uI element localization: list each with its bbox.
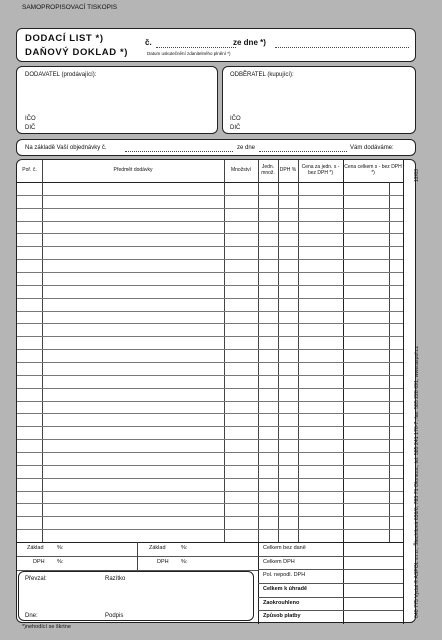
pct-label-1: %: — [57, 545, 64, 551]
publisher-info: 040 775 Vydal © ASPOL s.r.o., Štechtlová 636/6, 783 71 Olomouc, tel. 585 241 176-7, fax: 585 228 691, www.aspol.cz — [414, 345, 420, 618]
col-line — [224, 160, 225, 542]
order-number-field[interactable] — [125, 151, 233, 152]
vat-pct-label-1: %: — [57, 559, 64, 565]
title-box — [16, 28, 416, 62]
stamp-label: Razítko — [105, 576, 126, 582]
table-row-line — [17, 491, 403, 492]
received-by-label: Převzal: — [25, 576, 47, 582]
supplier-ico-label: IČO — [25, 116, 36, 122]
totals-label: Celkem k úhradě — [263, 586, 308, 592]
table-row-line — [17, 246, 403, 247]
table-row-line — [17, 362, 403, 363]
table-row-line — [17, 259, 403, 260]
supplier-box — [16, 66, 218, 134]
totals-row-line — [258, 610, 403, 611]
col-header-item: Předmět dodávky — [113, 167, 153, 174]
table-row-line — [17, 516, 403, 517]
table-row-line — [17, 388, 403, 389]
table-row-line — [17, 426, 403, 427]
date-note: Datum uskutečnění zdanitelného plnění *) — [147, 51, 231, 56]
footnote: *)nehodící se škrtne — [22, 624, 71, 630]
table-row-line — [17, 195, 403, 196]
col-line — [258, 160, 259, 542]
vat-pct-label-2: %: — [181, 559, 188, 565]
col-line — [278, 160, 279, 542]
table-row-line — [17, 272, 403, 273]
table-row-line — [17, 349, 403, 350]
document-number-field[interactable] — [156, 47, 236, 48]
order-date-field[interactable] — [259, 151, 347, 152]
customer-title: ODBĚRATEL (kupující): — [230, 72, 294, 78]
table-row-line — [17, 233, 403, 234]
table-row-line — [17, 439, 403, 440]
title-dodaci-list: DODACÍ LIST *) — [25, 33, 104, 44]
totals-label: Celkem bez daně — [263, 545, 306, 551]
totals-label: Způsob platby — [263, 613, 301, 620]
order-line-box — [16, 139, 416, 156]
totals-row-line — [258, 583, 403, 584]
summary-divider — [17, 542, 403, 543]
table-row-line — [17, 221, 403, 222]
col-line — [298, 160, 299, 542]
totals-row-line — [258, 556, 403, 557]
form-code: 12/03 — [414, 169, 420, 182]
customer-ico-label: IČO — [230, 116, 241, 122]
totals-label: Celkem DPH — [263, 558, 295, 565]
supplier-dic-label: DIČ — [25, 125, 36, 131]
totals-row-line — [258, 597, 403, 598]
vat-label-1: DPH — [33, 559, 45, 565]
order-prefix: Na základě Vaší objednávky č. — [25, 145, 107, 151]
col-header-total: Cena celkem s - bez DPH *) — [344, 164, 402, 176]
publisher-strip — [405, 160, 420, 624]
vat-label-2: DPH — [157, 559, 169, 565]
customer-dic-label: DIČ — [230, 125, 241, 131]
order-suffix: Vám dodáváme: — [350, 145, 394, 151]
totals-row-line — [258, 569, 403, 570]
customer-box — [222, 66, 416, 134]
date-label: ze dne *) — [233, 38, 266, 47]
table-row-line — [17, 401, 403, 402]
form-type-label: SAMOPROPISOVACÍ TISKOPIS — [22, 4, 118, 11]
summary-col-line — [137, 542, 138, 570]
signature-label: Podpis — [105, 613, 124, 619]
table-row-line — [17, 311, 403, 312]
totals-label: Pol. nepodl. DPH — [263, 572, 306, 579]
col-line — [42, 160, 43, 542]
title-danovy-doklad: DAŇOVÝ DOKLAD *) — [25, 47, 129, 58]
date-field[interactable] — [275, 47, 409, 48]
table-row-line — [17, 285, 403, 286]
table-row-line — [17, 323, 403, 324]
date-sign-label: Dne: — [25, 613, 38, 619]
totals-label: Zaokrouhleno — [263, 599, 300, 606]
col-header-unit-price: Cena za jedn. s - bez DPH *) — [301, 164, 340, 176]
base-label-2: Základ — [149, 545, 166, 551]
table-row-line — [17, 452, 403, 453]
table-row-line — [17, 336, 403, 337]
table-row-line — [17, 465, 403, 466]
col-header-pc: Poř. č. — [22, 167, 37, 174]
table-row-line — [17, 529, 403, 530]
table-row-line — [17, 503, 403, 504]
pct-label-2: %: — [181, 545, 188, 551]
base-label-1: Základ — [27, 545, 44, 551]
col-header-unit: Jedn. množ. — [261, 164, 275, 176]
table-row-line — [17, 413, 403, 414]
signature-box — [18, 571, 254, 621]
col-line — [343, 160, 344, 542]
col-header-qty: Množství — [230, 167, 251, 174]
table-row-line — [17, 298, 403, 299]
table-row-line — [17, 478, 403, 479]
col-header-vat: DPH % — [279, 167, 297, 174]
supplier-title: DODAVATEL (prodávající): — [25, 72, 97, 78]
header-divider — [17, 182, 403, 183]
table-row-line — [17, 208, 403, 209]
document-number-label: č. — [145, 38, 152, 47]
order-date-label: ze dne — [237, 145, 256, 151]
items-table — [16, 159, 420, 623]
side-border — [403, 160, 404, 624]
table-row-line — [17, 375, 403, 376]
